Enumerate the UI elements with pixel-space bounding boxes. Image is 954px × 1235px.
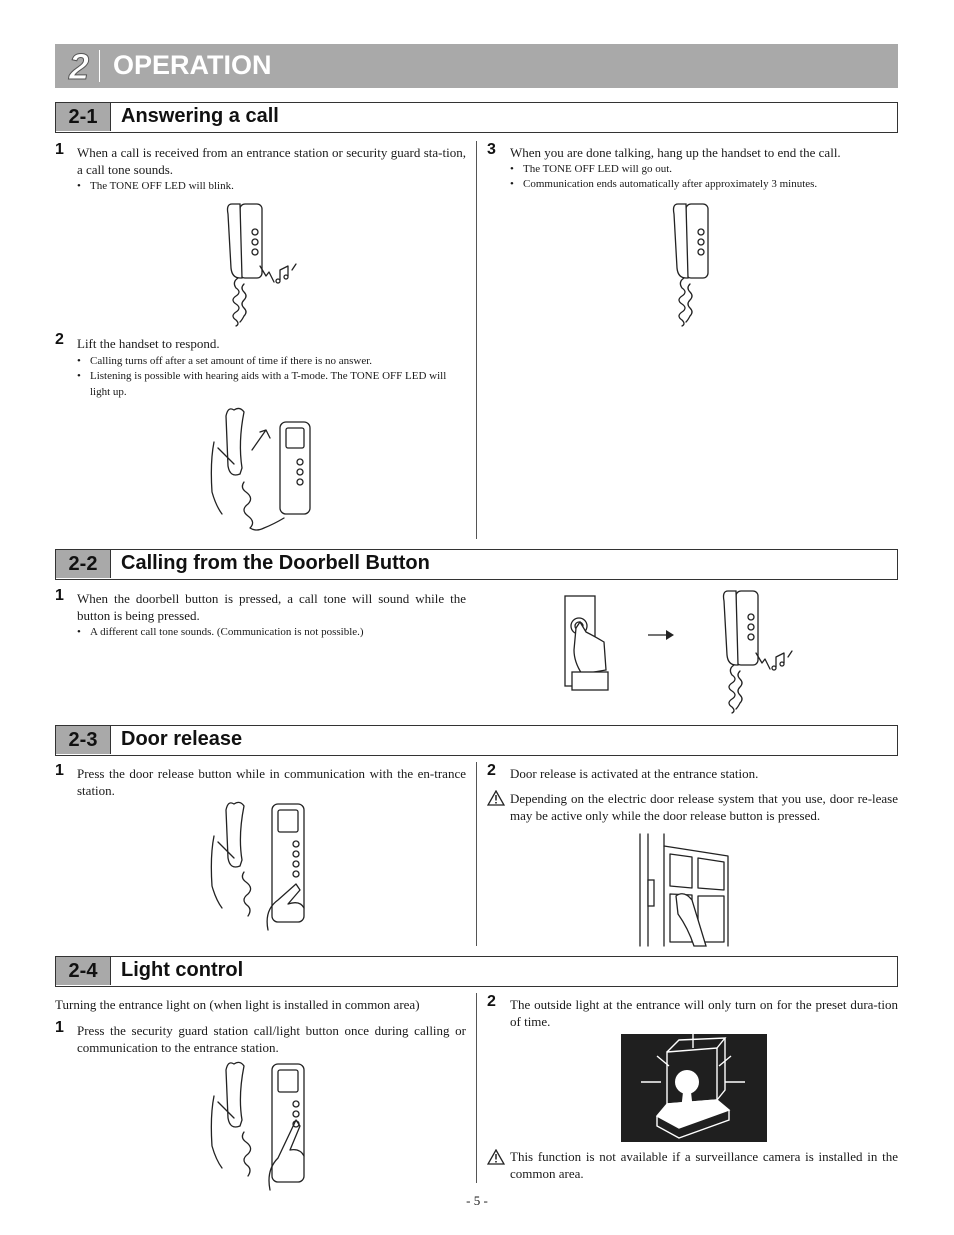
chapter-title: OPERATION bbox=[113, 50, 272, 80]
step-text: Press the door release button while in communication with the en-trance station. bbox=[77, 766, 466, 798]
step-number: 1 bbox=[55, 1019, 64, 1036]
warning-text: Depending on the electric door release system that you use, door re-lease may be active only while the door release button is pressed. bbox=[510, 791, 898, 823]
bullet-dot: • bbox=[77, 355, 81, 367]
section-title: Answering a call bbox=[121, 105, 279, 127]
step-text: Door release is activated at the entrance station. bbox=[510, 766, 759, 781]
bullet-dot: • bbox=[77, 370, 81, 382]
lift-handset-illustration bbox=[208, 402, 318, 542]
step-number: 1 bbox=[55, 587, 64, 604]
bullet-dot: • bbox=[77, 180, 81, 192]
column-divider bbox=[476, 141, 477, 539]
door-open-illustration bbox=[636, 832, 738, 948]
intercom-ringing-illustration bbox=[222, 198, 302, 330]
section-title: Calling from the Doorbell Button bbox=[121, 552, 430, 574]
chapter-number: 2 bbox=[69, 46, 90, 87]
column-divider bbox=[476, 762, 477, 946]
chapter-divider bbox=[99, 50, 100, 82]
light-button-press-illustration bbox=[208, 1060, 318, 1192]
section-header-2-2 bbox=[55, 549, 898, 580]
step-text: When you are done talking, hang up the handset to end the call. bbox=[510, 145, 841, 160]
door-release-press-illustration bbox=[208, 800, 318, 932]
step-text: When a call is received from an entrance station or security guard sta-tion, a call tone sounds. bbox=[77, 145, 466, 177]
section-header-2-3 bbox=[55, 725, 898, 756]
warning-triangle-icon bbox=[487, 790, 505, 806]
step-number: 2 bbox=[487, 762, 496, 779]
step-number: 3 bbox=[487, 141, 496, 158]
page-number: - 5 - bbox=[466, 1193, 488, 1208]
bullet-dot: • bbox=[510, 163, 514, 175]
section-number: 2-1 bbox=[56, 103, 111, 131]
step-number: 1 bbox=[55, 141, 64, 158]
section-number: 2-2 bbox=[56, 550, 111, 578]
step-text: Lift the handset to respond. bbox=[77, 336, 220, 351]
step-text: When the doorbell button is pressed, a call tone will sound while the button is being pressed. bbox=[77, 591, 466, 623]
entrance-light-illustration bbox=[621, 1034, 767, 1142]
intercom-idle-illustration bbox=[668, 200, 728, 335]
arrow-right-icon bbox=[646, 628, 676, 642]
doorbell-press-illustration bbox=[560, 592, 620, 692]
section-number: 2-3 bbox=[56, 726, 111, 754]
section-title: Light control bbox=[121, 959, 244, 981]
intro-text: Turning the entrance light on (when light is installed in common area) bbox=[55, 997, 420, 1012]
warning-triangle-icon bbox=[487, 1149, 505, 1165]
column-divider bbox=[476, 993, 477, 1183]
bullet-dot: • bbox=[510, 178, 514, 190]
section-header-2-4 bbox=[55, 956, 898, 987]
step-text: Press the security guard station call/light button once during calling or communication to the entrance station. bbox=[77, 1023, 466, 1055]
chapter-header bbox=[55, 44, 898, 88]
bullet-dot: • bbox=[77, 626, 81, 638]
section-header-2-1 bbox=[55, 102, 898, 133]
step-text: The outside light at the entrance will only turn on for the preset dura-tion of time. bbox=[510, 997, 898, 1029]
step-number: 1 bbox=[55, 762, 64, 779]
warning-text: This function is not available if a surveillance camera is installed in the common area. bbox=[510, 1149, 898, 1181]
step-number: 2 bbox=[487, 993, 496, 1010]
step-number: 2 bbox=[55, 331, 64, 348]
section-title: Door release bbox=[121, 728, 243, 750]
intercom-ringing-illustration bbox=[718, 587, 798, 715]
section-number: 2-4 bbox=[56, 957, 111, 985]
